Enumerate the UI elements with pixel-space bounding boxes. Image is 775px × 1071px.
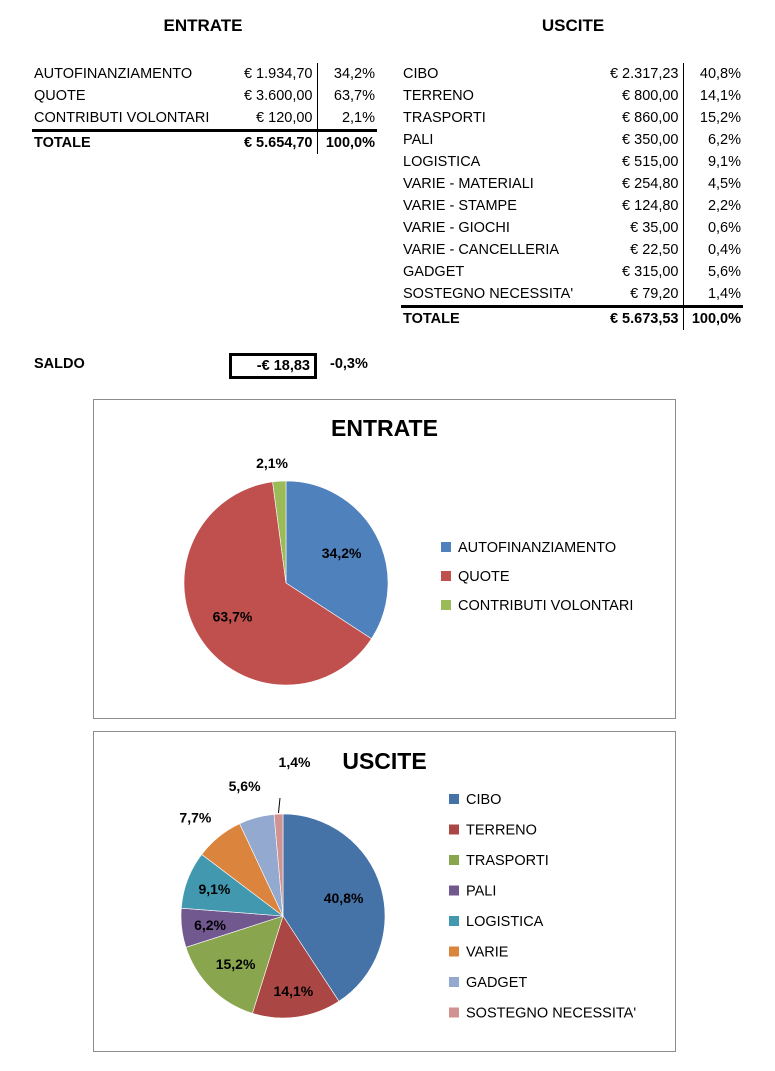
row-amount: € 124,80 (583, 195, 683, 217)
data-label: 9,1% (198, 881, 231, 898)
data-label: 15,2% (215, 955, 256, 972)
table-row (401, 63, 743, 85)
row-pct: 34,2% (333, 66, 375, 82)
row-label: CONTRIBUTI VOLONTARI (34, 110, 210, 126)
row-label: GADGET (403, 264, 465, 280)
legend-swatch (441, 600, 451, 610)
table-row (401, 85, 743, 107)
row-amount: € 254,80 (583, 173, 683, 195)
data-label: 40,8% (323, 889, 364, 906)
table-row (401, 151, 743, 173)
row-pct: 14,1% (699, 88, 741, 104)
row-pct: 2,1% (341, 110, 375, 126)
data-label: 5,6% (228, 777, 261, 794)
table-row (401, 217, 743, 239)
row-amount: € 120,00 (217, 107, 317, 131)
table-row (401, 239, 743, 261)
row-label: VARIE - GIOCHI (403, 220, 510, 236)
row-pct: 0,6% (707, 220, 741, 236)
total-row (32, 131, 377, 155)
legend-swatch (449, 855, 459, 865)
data-label: 1,4% (278, 754, 311, 771)
table-row (32, 107, 377, 131)
row-pct: 5,6% (707, 264, 741, 280)
row-label: TRASPORTI (403, 110, 486, 126)
row-amount: € 3.600,00 (217, 85, 317, 107)
row-label: AUTOFINANZIAMENTO (34, 66, 193, 82)
saldo-label: SALDO (34, 356, 85, 372)
row-label: SOSTEGNO NECESSITA' (403, 286, 574, 302)
row-label: VARIE - STAMPE (403, 198, 517, 214)
table-row (401, 173, 743, 195)
row-pct: 2,2% (707, 198, 741, 214)
chart-title: ENTRATE (331, 415, 438, 441)
total-pct: 100,0% (317, 131, 377, 155)
row-pct: 15,2% (699, 110, 741, 126)
table-row (401, 261, 743, 283)
legend-swatch (449, 916, 459, 926)
legend-label: CONTRIBUTI VOLONTARI (458, 598, 634, 614)
chart-title: USCITE (342, 748, 427, 774)
row-amount: € 800,00 (583, 85, 683, 107)
row-amount: € 79,20 (583, 283, 683, 307)
legend-label: VARIE (466, 944, 509, 961)
legend-swatch (449, 977, 459, 987)
row-label: CIBO (403, 66, 439, 82)
table-row (401, 283, 743, 307)
row-amount: € 515,00 (583, 151, 683, 173)
total-label: TOTALE (32, 131, 217, 155)
legend-label: TRASPORTI (466, 853, 549, 869)
uscite-pie-svg (94, 732, 675, 1051)
row-pct: 6,2% (707, 132, 741, 148)
legend-label: LOGISTICA (466, 914, 544, 930)
total-row (401, 307, 743, 331)
legend-swatch (449, 947, 459, 957)
legend-swatch (441, 571, 451, 581)
table-row (401, 107, 743, 129)
total-pct: 100,0% (683, 307, 743, 331)
data-label: 14,1% (273, 982, 314, 999)
row-pct: 40,8% (699, 66, 741, 82)
table-row (32, 85, 377, 107)
legend-label: CIBO (466, 792, 502, 808)
data-label: 6,2% (194, 916, 227, 933)
leader-line (278, 798, 280, 813)
row-label: QUOTE (34, 88, 86, 104)
legend-swatch (449, 1008, 459, 1018)
legend-swatch (449, 825, 459, 835)
legend-label: PALI (466, 883, 497, 900)
table-row (401, 195, 743, 217)
data-label: 63,7% (212, 608, 253, 625)
row-label: TERRENO (403, 88, 474, 104)
legend-swatch (441, 542, 451, 552)
row-label: VARIE - CANCELLERIA (403, 242, 560, 258)
data-label: 2,1% (256, 454, 289, 471)
row-pct: 9,1% (707, 154, 741, 170)
legend-label: AUTOFINANZIAMENTO (458, 540, 617, 556)
entrate-chart (93, 399, 676, 719)
row-amount: € 22,50 (583, 239, 683, 261)
total-amount: € 5.654,70 (217, 131, 317, 155)
row-amount: € 35,00 (583, 217, 683, 239)
table-row (32, 63, 377, 85)
row-amount: € 315,00 (583, 261, 683, 283)
legend-label: SOSTEGNO NECESSITA' (466, 1005, 637, 1022)
row-label: LOGISTICA (403, 154, 481, 170)
row-pct: 63,7% (333, 88, 375, 104)
row-pct: 4,5% (707, 176, 741, 192)
row-amount: € 1.934,70 (217, 63, 317, 85)
total-amount: € 5.673,53 (583, 307, 683, 331)
data-label: 34,2% (321, 544, 362, 561)
row-label: PALI (403, 132, 434, 148)
row-pct: 1,4% (707, 286, 741, 302)
saldo-pct: -0,3% (330, 356, 368, 372)
entrate-header: ENTRATE (163, 16, 243, 35)
entrate-table (32, 63, 377, 154)
legend-label: GADGET (466, 975, 528, 991)
row-amount: € 860,00 (583, 107, 683, 129)
legend-label: QUOTE (458, 569, 510, 585)
legend-label: TERRENO (466, 822, 537, 839)
row-label: VARIE - MATERIALI (403, 176, 534, 192)
row-amount: € 2.317,23 (583, 63, 683, 85)
uscite-header: USCITE (541, 16, 605, 35)
row-pct: 0,4% (707, 242, 741, 258)
legend-swatch (449, 886, 459, 896)
data-label: 7,7% (179, 809, 212, 826)
saldo-amount: -€ 18,83 (229, 353, 317, 379)
table-row (401, 129, 743, 151)
total-label: TOTALE (401, 307, 583, 331)
uscite-table (401, 63, 743, 330)
uscite-chart (93, 731, 676, 1052)
legend-swatch (449, 794, 459, 804)
row-amount: € 350,00 (583, 129, 683, 151)
entrate-pie-svg (94, 400, 675, 718)
